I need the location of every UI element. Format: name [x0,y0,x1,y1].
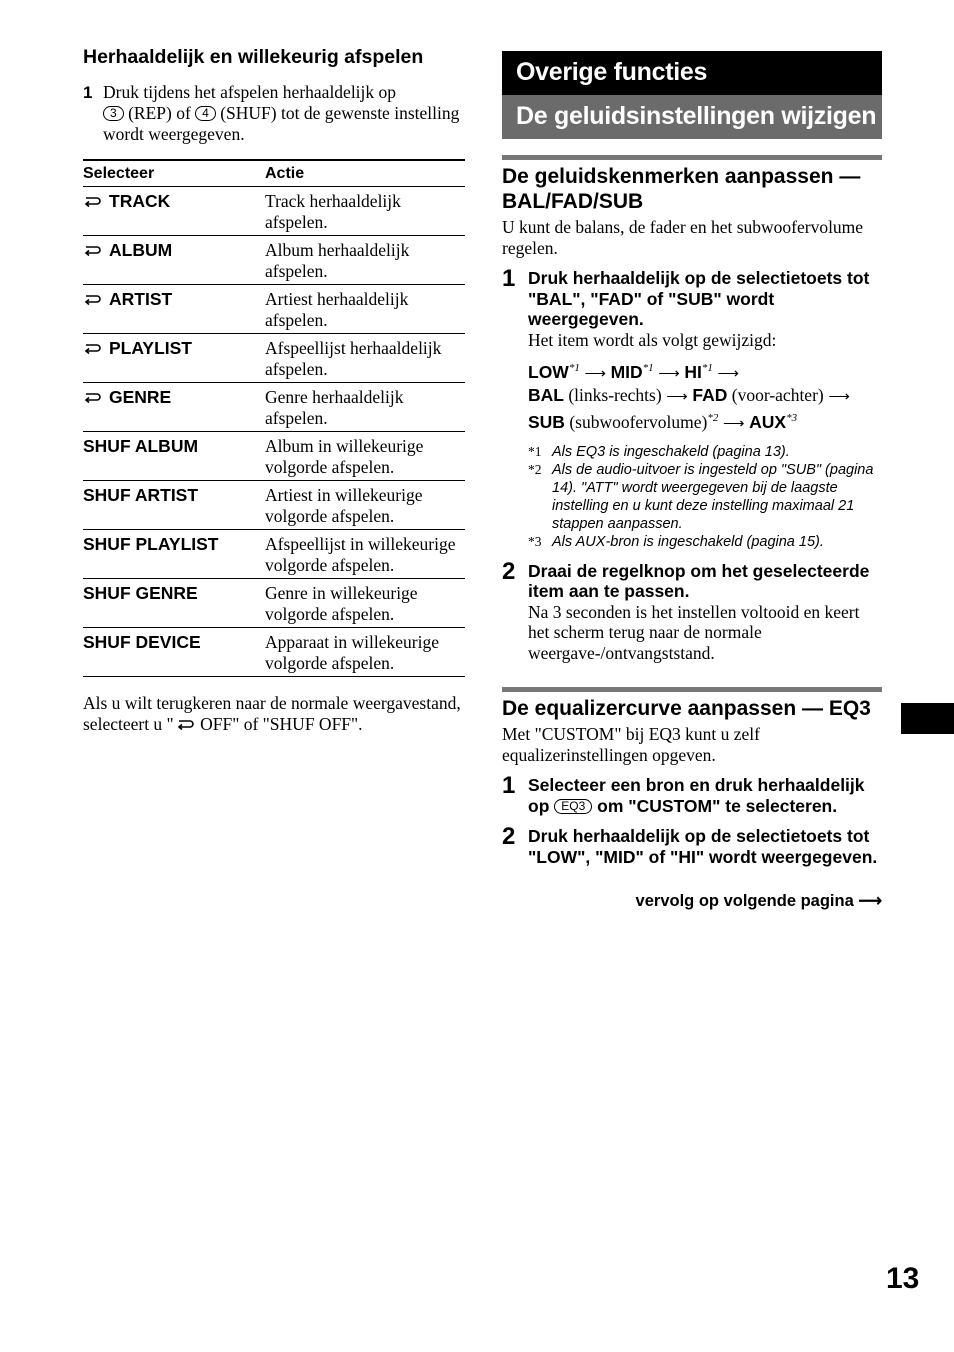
left-column [83,44,465,734]
action-cell: Afspeellijst herhaaldelijk afspelen. [265,334,465,383]
table-row [83,236,465,285]
step-body: Na 3 seconden is het instellen voltooid en keert het scherm terug naar de normale weergave-/ontvangststand. [528,601,860,663]
table-row [83,579,465,628]
step-number: 2 [502,823,516,851]
footnote: *1 Als EQ3 is ingeschakeld (pagina 13). [528,443,790,460]
key-4-icon: 4 [195,106,216,121]
right-column [502,51,882,911]
table-row [83,481,465,530]
section-heading: De equalizercurve aanpassen — EQ3 [502,697,871,721]
footnote: *3 Als AUX-bron is ingeschakeld (pagina 15). [528,533,824,550]
section-heading: De geluidskenmerken aanpassen — BAL/FAD/SUB [502,165,861,213]
select-cell: SHUF ARTIST [83,481,265,530]
select-cell: SHUF ALBUM [83,432,265,481]
key-3-icon: 3 [103,106,124,121]
step-number: 1 [502,265,516,292]
action-cell: Track herhaaldelijk afspelen. [265,187,465,236]
repeat-icon [83,294,101,306]
continued-note: vervolg op volgende pagina ⟶ [635,892,882,911]
section-intro: Met "CUSTOM" bij EQ3 kunt u zelf equalizerinstellingen opgeven. [502,724,760,765]
action-cell: Artiest in willekeurige volgorde afspelen. [265,481,465,530]
return-note: Als u wilt terugkeren naar de normale weergavestand, selecteert u " OFF" of "SHUF OFF". [83,693,461,734]
arrow-right-icon: ⟶ [828,388,850,405]
step-title: Druk herhaaldelijk op de selectietoets tot "LOW", "MID" of "HI" wordt weergegeven. [528,826,878,867]
table-row [83,628,465,677]
section-bal-fad-sub [502,155,882,663]
footnote: *2 Als de audio-uitvoer is ingesteld op "SUB" (pagina 14). "ATT" wordt weergegeven bij de laagste instelling en u kunt deze instelling maximaal 21 stappen aanpassen. [528,461,874,532]
select-cell: SHUF PLAYLIST [83,530,265,579]
footnotes [528,443,882,551]
column-header-select: Selecteer [83,160,265,187]
table-row [83,530,465,579]
action-cell: Genre herhaaldelijk afspelen. [265,383,465,432]
action-cell: Genre in willekeurige volgorde afspelen. [265,579,465,628]
arrow-right-icon: ⟶ [722,415,745,432]
step-2 [502,823,882,867]
page-number: 13 [886,1262,920,1295]
step-number: 1 [83,83,93,102]
action-cell: Artiest herhaaldelijk afspelen. [265,285,465,334]
action-cell: Apparaat in willekeurige volgorde afspelen. [265,628,465,677]
chapter-banner: Overige functies [502,51,882,95]
select-cell: ALBUM [83,236,265,285]
action-cell: Album herhaaldelijk afspelen. [265,236,465,285]
action-cell: Album in willekeurige volgorde afspelen. [265,432,465,481]
step-text: Druk tijdens het afspelen herhaaldelijk op 3 (REP) of 4 (SHUF) tot de gewenste instelling wordt weergegeven. [103,82,460,144]
column-header-action: Actie [265,160,465,187]
step-2 [502,557,882,664]
repeat-icon [83,392,101,404]
eq3-key-icon: EQ3 [554,799,592,814]
arrow-right-icon: ⟶ [717,365,740,382]
arrow-right-icon: ⟶ [658,365,680,382]
action-cell: Afspeellijst in willekeurige volgorde afspelen. [265,530,465,579]
step-1 [502,265,882,551]
arrow-right-icon: ⟶ [584,365,606,382]
select-cell: GENRE [83,383,265,432]
step-body: Het item wordt als volgt gewijzigd: [528,329,777,350]
section-tab-marker [901,703,954,734]
table-row [83,383,465,432]
step-1 [502,772,882,816]
table-row [83,285,465,334]
repeat-icon [176,719,194,731]
step-number: 2 [502,557,516,585]
section-eq3 [502,687,882,867]
select-cell: PLAYLIST [83,334,265,383]
repeat-icon [83,245,101,257]
step-title: Draai de regelknop om het geselecteerde item aan te passen. [528,560,870,602]
select-cell: ARTIST [83,285,265,334]
table-row [83,334,465,383]
step-1 [83,82,465,145]
step-title: Selecteer een bron en druk herhaaldelijk op EQ3 om "CUSTOM" te selecteren. [528,775,865,816]
chapter-subbanner: De geluidsinstellingen wijzigen [502,95,882,139]
table-row [83,432,465,481]
repeat-shuffle-table [83,159,465,677]
section-heading-repeat-shuffle: Herhaaldelijk en willekeurig afspelen [83,46,424,68]
repeat-icon [83,196,101,208]
table-row [83,187,465,236]
arrow-right-icon: ⟶ [666,388,688,405]
setting-sequence: LOW$^{*1}$ ⟶ MID$^{*1}$ ⟶ HI$^{*1}$ ⟶ BAL (links-rechts) ⟶ FAD (voor-achter) ⟶ SUB (subwoofervolume)$^{*2}$ ⟶ AUX$^{*3}$ [528,358,882,435]
select-cell: SHUF DEVICE [83,628,265,677]
select-cell: TRACK [83,187,265,236]
step-title: Druk herhaaldelijk op de selectietoets tot "BAL", "FAD" of "SUB" wordt weergegeven. [528,268,870,329]
step-number: 1 [502,772,516,800]
select-cell: SHUF GENRE [83,579,265,628]
section-intro: U kunt de balans, de fader en het subwoofervolume regelen. [502,217,864,258]
repeat-icon [83,343,101,355]
